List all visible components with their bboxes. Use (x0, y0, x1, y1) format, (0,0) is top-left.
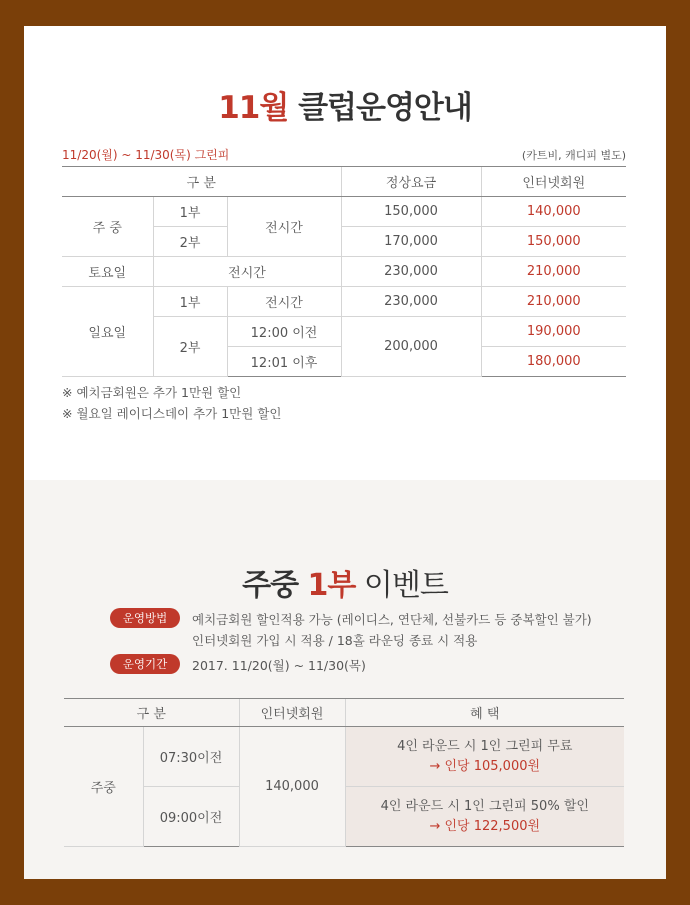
sunday-before-internet: 190,000 (481, 317, 626, 347)
event-title-part: 1부 (307, 568, 356, 603)
sunday-part1-time: 전시간 (227, 287, 341, 317)
saturday-label: 토요일 (62, 257, 153, 287)
event-time-1: 07:30이전 (143, 727, 239, 787)
event-title-weekday: 주중 (242, 568, 308, 603)
weekday-p2-internet: 150,000 (481, 227, 626, 257)
event-benefit-1 (345, 727, 624, 787)
event-category: 주중 (64, 727, 143, 847)
sunday-before-noon: 12:00 이전 (227, 317, 341, 347)
header-category: 구 분 (62, 167, 341, 197)
event-table (64, 698, 624, 847)
header-internet: 인터넷회원 (481, 167, 626, 197)
price-subheader (62, 146, 626, 164)
benefit-2-text: 4인 라운드 시 1인 그린피 50% 할인 (380, 798, 589, 814)
period-label: 11/20(월) ~ 11/30(목) 그린피 (62, 148, 230, 162)
method-line2: 인터넷회원 가입 시 적용 / 18홀 라운딩 종료 시 적용 (192, 633, 478, 648)
sunday-part1: 1부 (153, 287, 227, 317)
discount-notes (62, 382, 281, 424)
note-ladies: ※ 월요일 레이디스데이 추가 1만원 할인 (62, 406, 282, 421)
title-month: 11월 (218, 90, 289, 126)
weekday-p1-internet: 140,000 (481, 197, 626, 227)
sunday-part2-regular: 200,000 (341, 317, 481, 377)
header-category: 구 분 (64, 699, 239, 727)
note-deposit: ※ 예치금회원은 추가 1만원 할인 (62, 385, 242, 400)
benefit-1-text: 4인 라운드 시 1인 그린피 무료 (397, 738, 573, 754)
sunday-part1-internet: 210,000 (481, 287, 626, 317)
operation-period (110, 654, 366, 674)
table-row (62, 197, 626, 227)
sunday-part2: 2부 (153, 317, 227, 377)
sunday-after-noon: 12:01 이후 (227, 347, 341, 377)
weekday-p2-regular: 170,000 (341, 227, 481, 257)
extra-fee-note: (카트비, 캐디피 별도) (521, 149, 626, 162)
event-time-2: 09:00이전 (143, 787, 239, 847)
table-row (62, 287, 626, 317)
title-text: 클럽운영안내 (288, 90, 472, 126)
saturday-time: 전시간 (153, 257, 341, 287)
page-title (24, 82, 666, 127)
header-benefit: 혜 택 (345, 699, 624, 727)
sunday-after-internet: 180,000 (481, 347, 626, 377)
saturday-internet: 210,000 (481, 257, 626, 287)
period-text: 2017. 11/20(월) ~ 11/30(목) (192, 658, 366, 673)
table-header-row (62, 167, 626, 197)
table-row (62, 257, 626, 287)
benefit-2-result: → 인당 122,500원 (429, 818, 541, 834)
section-event (24, 480, 666, 879)
weekday-part1: 1부 (153, 197, 227, 227)
method-line1: 예치금회원 할인적용 가능 (레이디스, 연단체, 선불카드 등 중복할인 불가) (192, 612, 592, 627)
table-row (64, 727, 624, 787)
weekday-label: 주 중 (62, 197, 153, 257)
header-internet: 인터넷회원 (239, 699, 345, 727)
weekday-p1-regular: 150,000 (341, 197, 481, 227)
event-benefit-2 (345, 787, 624, 847)
period-badge: 운영기간 (110, 654, 180, 674)
page-frame (24, 26, 666, 879)
table-header-row (64, 699, 624, 727)
event-price: 140,000 (239, 727, 345, 847)
saturday-regular: 230,000 (341, 257, 481, 287)
sunday-part1-regular: 230,000 (341, 287, 481, 317)
method-badge: 운영방법 (110, 608, 180, 628)
sunday-label: 일요일 (62, 287, 153, 377)
operation-method (110, 608, 592, 648)
header-regular: 정상요금 (341, 167, 481, 197)
event-title (24, 560, 666, 604)
event-title-event: 이벤트 (355, 568, 448, 603)
benefit-1-result: → 인당 105,000원 (429, 758, 541, 774)
greenfee-table (62, 166, 626, 377)
section-club-info (24, 26, 666, 480)
weekday-part2: 2부 (153, 227, 227, 257)
weekday-time: 전시간 (227, 197, 341, 257)
